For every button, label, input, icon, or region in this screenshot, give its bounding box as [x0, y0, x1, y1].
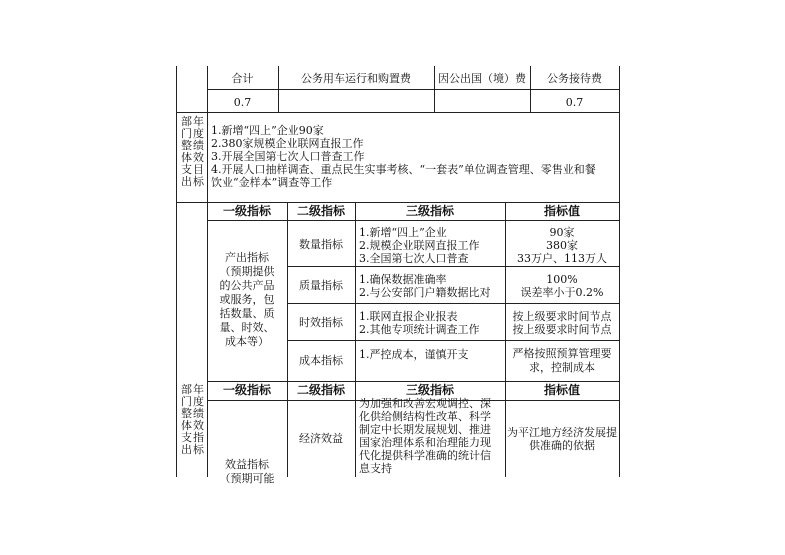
table-border	[287, 303, 619, 304]
goal-line: 1.新增“四上”企业90家	[211, 124, 324, 137]
goal-line: 3.开展全国第七次人口普查工作	[211, 150, 365, 163]
table-border	[176, 66, 177, 112]
timeliness-level3-line: 1.联网直报企业报表	[359, 310, 458, 323]
economic-level3-line: 化供给侧结构性改革、科学	[359, 410, 491, 423]
indicator-label-col1: 部 门 整 体 支 出	[181, 383, 193, 456]
quantity-level3-line: 2.规模企业联网直报工作	[359, 239, 480, 252]
economic-level3-line: 制定中长期发展规划、推进	[359, 423, 491, 436]
table-border	[619, 202, 620, 477]
header-value: 指标值	[543, 383, 580, 397]
output-level1-line: 量、时效、	[219, 321, 275, 334]
budget-value-total: 0.7	[233, 96, 252, 109]
table-border	[176, 112, 619, 113]
goal-label-col2: 年 度 绩 效 目 标	[193, 115, 205, 188]
timeliness-level3-line: 2.其他专项统计调查工作	[359, 323, 480, 336]
output-level1-line: 成本等）	[225, 335, 269, 348]
table-border	[176, 112, 177, 202]
budget-header-vehicle: 公务用车运行和购置费	[301, 72, 411, 85]
output-level1-line: 产出指标	[225, 251, 269, 264]
goal-line: 2.380家规模企业联网直报工作	[211, 137, 364, 150]
cost-level3-line: 1.严控成本，谨慎开支	[359, 348, 469, 361]
quality-level3-line: 1.确保数据准确率	[359, 273, 447, 286]
table-border	[207, 220, 619, 221]
table-border	[619, 66, 620, 112]
economic-value-line: 供准确的依据	[529, 439, 595, 452]
header-level1: 一级指标	[222, 204, 271, 218]
indicator-label-col2: 年 度 绩 效 指 标	[193, 383, 205, 456]
header-level3: 三级指标	[405, 204, 454, 218]
economic-level3-line: 息支持	[359, 462, 392, 475]
budget-value-reception: 0.7	[565, 96, 584, 109]
goal-label-col1: 部 门 整 体 支 出	[181, 115, 193, 188]
header-level2: 二级指标	[296, 383, 345, 397]
table-border	[287, 340, 619, 341]
quality-level3-line: 2.与公安部门户籍数据比对	[359, 286, 491, 299]
output-level1-line: （预期提供	[219, 265, 275, 278]
output-level1-line: 括数量、质	[219, 307, 275, 320]
budget-header-total: 合计	[231, 72, 254, 85]
output-level1-line: 或服务，包	[219, 293, 275, 306]
quantity-level3-line: 3.全国第七次人口普查	[359, 252, 469, 265]
table-border	[207, 89, 619, 90]
economic-level2: 经济效益	[299, 432, 343, 445]
header-level2: 二级指标	[296, 204, 345, 218]
budget-header-reception: 公务接待费	[547, 72, 602, 85]
quality-level2: 质量指标	[299, 279, 343, 292]
header-value: 指标值	[543, 204, 580, 218]
economic-level3-line: 国家治理体系和治理能力现	[359, 436, 491, 449]
timeliness-value-line: 按上级要求时间节点	[512, 323, 612, 336]
goal-line: 饮业“金样本”调查等工作	[211, 176, 333, 189]
quantity-level3-line: 1.新增“四上”企业	[359, 226, 447, 239]
table-border	[207, 381, 619, 382]
quantity-value-line: 90家	[549, 226, 575, 239]
table-border	[176, 202, 177, 477]
economic-level3-line: 代化提供科学准确的统计信	[359, 449, 491, 462]
output-level1-line: 的公共产品	[219, 279, 275, 292]
economic-value-line: 为平江地方经济发展提	[507, 426, 617, 439]
table-border	[287, 266, 619, 267]
quality-value-line: 100%	[546, 273, 578, 286]
timeliness-level2: 时效指标	[299, 316, 343, 329]
economic-level3-line: 为加强和改善宏观调控、深	[359, 397, 491, 410]
quantity-value-line: 380家	[546, 239, 578, 252]
quantity-level2: 数量指标	[299, 238, 343, 251]
table-border	[619, 112, 620, 202]
cost-value-line: 严格按照预算管理要	[512, 347, 612, 360]
benefit-level1-line: （预期可能	[219, 472, 275, 485]
benefit-level1-line: 效益指标	[225, 458, 269, 471]
quantity-value-line: 33万户、113万人	[517, 252, 607, 265]
table-border	[207, 112, 208, 202]
benefit-area	[207, 397, 619, 485]
timeliness-value-line: 按上级要求时间节点	[512, 310, 612, 323]
quality-value-line: 误差率小于0.2%	[520, 286, 604, 299]
table-border	[176, 202, 619, 203]
budget-header-abroad: 因公出国（境）费	[438, 72, 526, 85]
header-level3: 三级指标	[405, 383, 454, 397]
goal-line: 4.开展人口抽样调查、重点民生实事考核、“一套表”单位调查管理、零售业和餐	[211, 163, 596, 176]
cost-value-line: 求，控制成本	[529, 361, 595, 374]
cost-level2: 成本指标	[299, 354, 343, 367]
header-level1: 一级指标	[222, 383, 271, 397]
